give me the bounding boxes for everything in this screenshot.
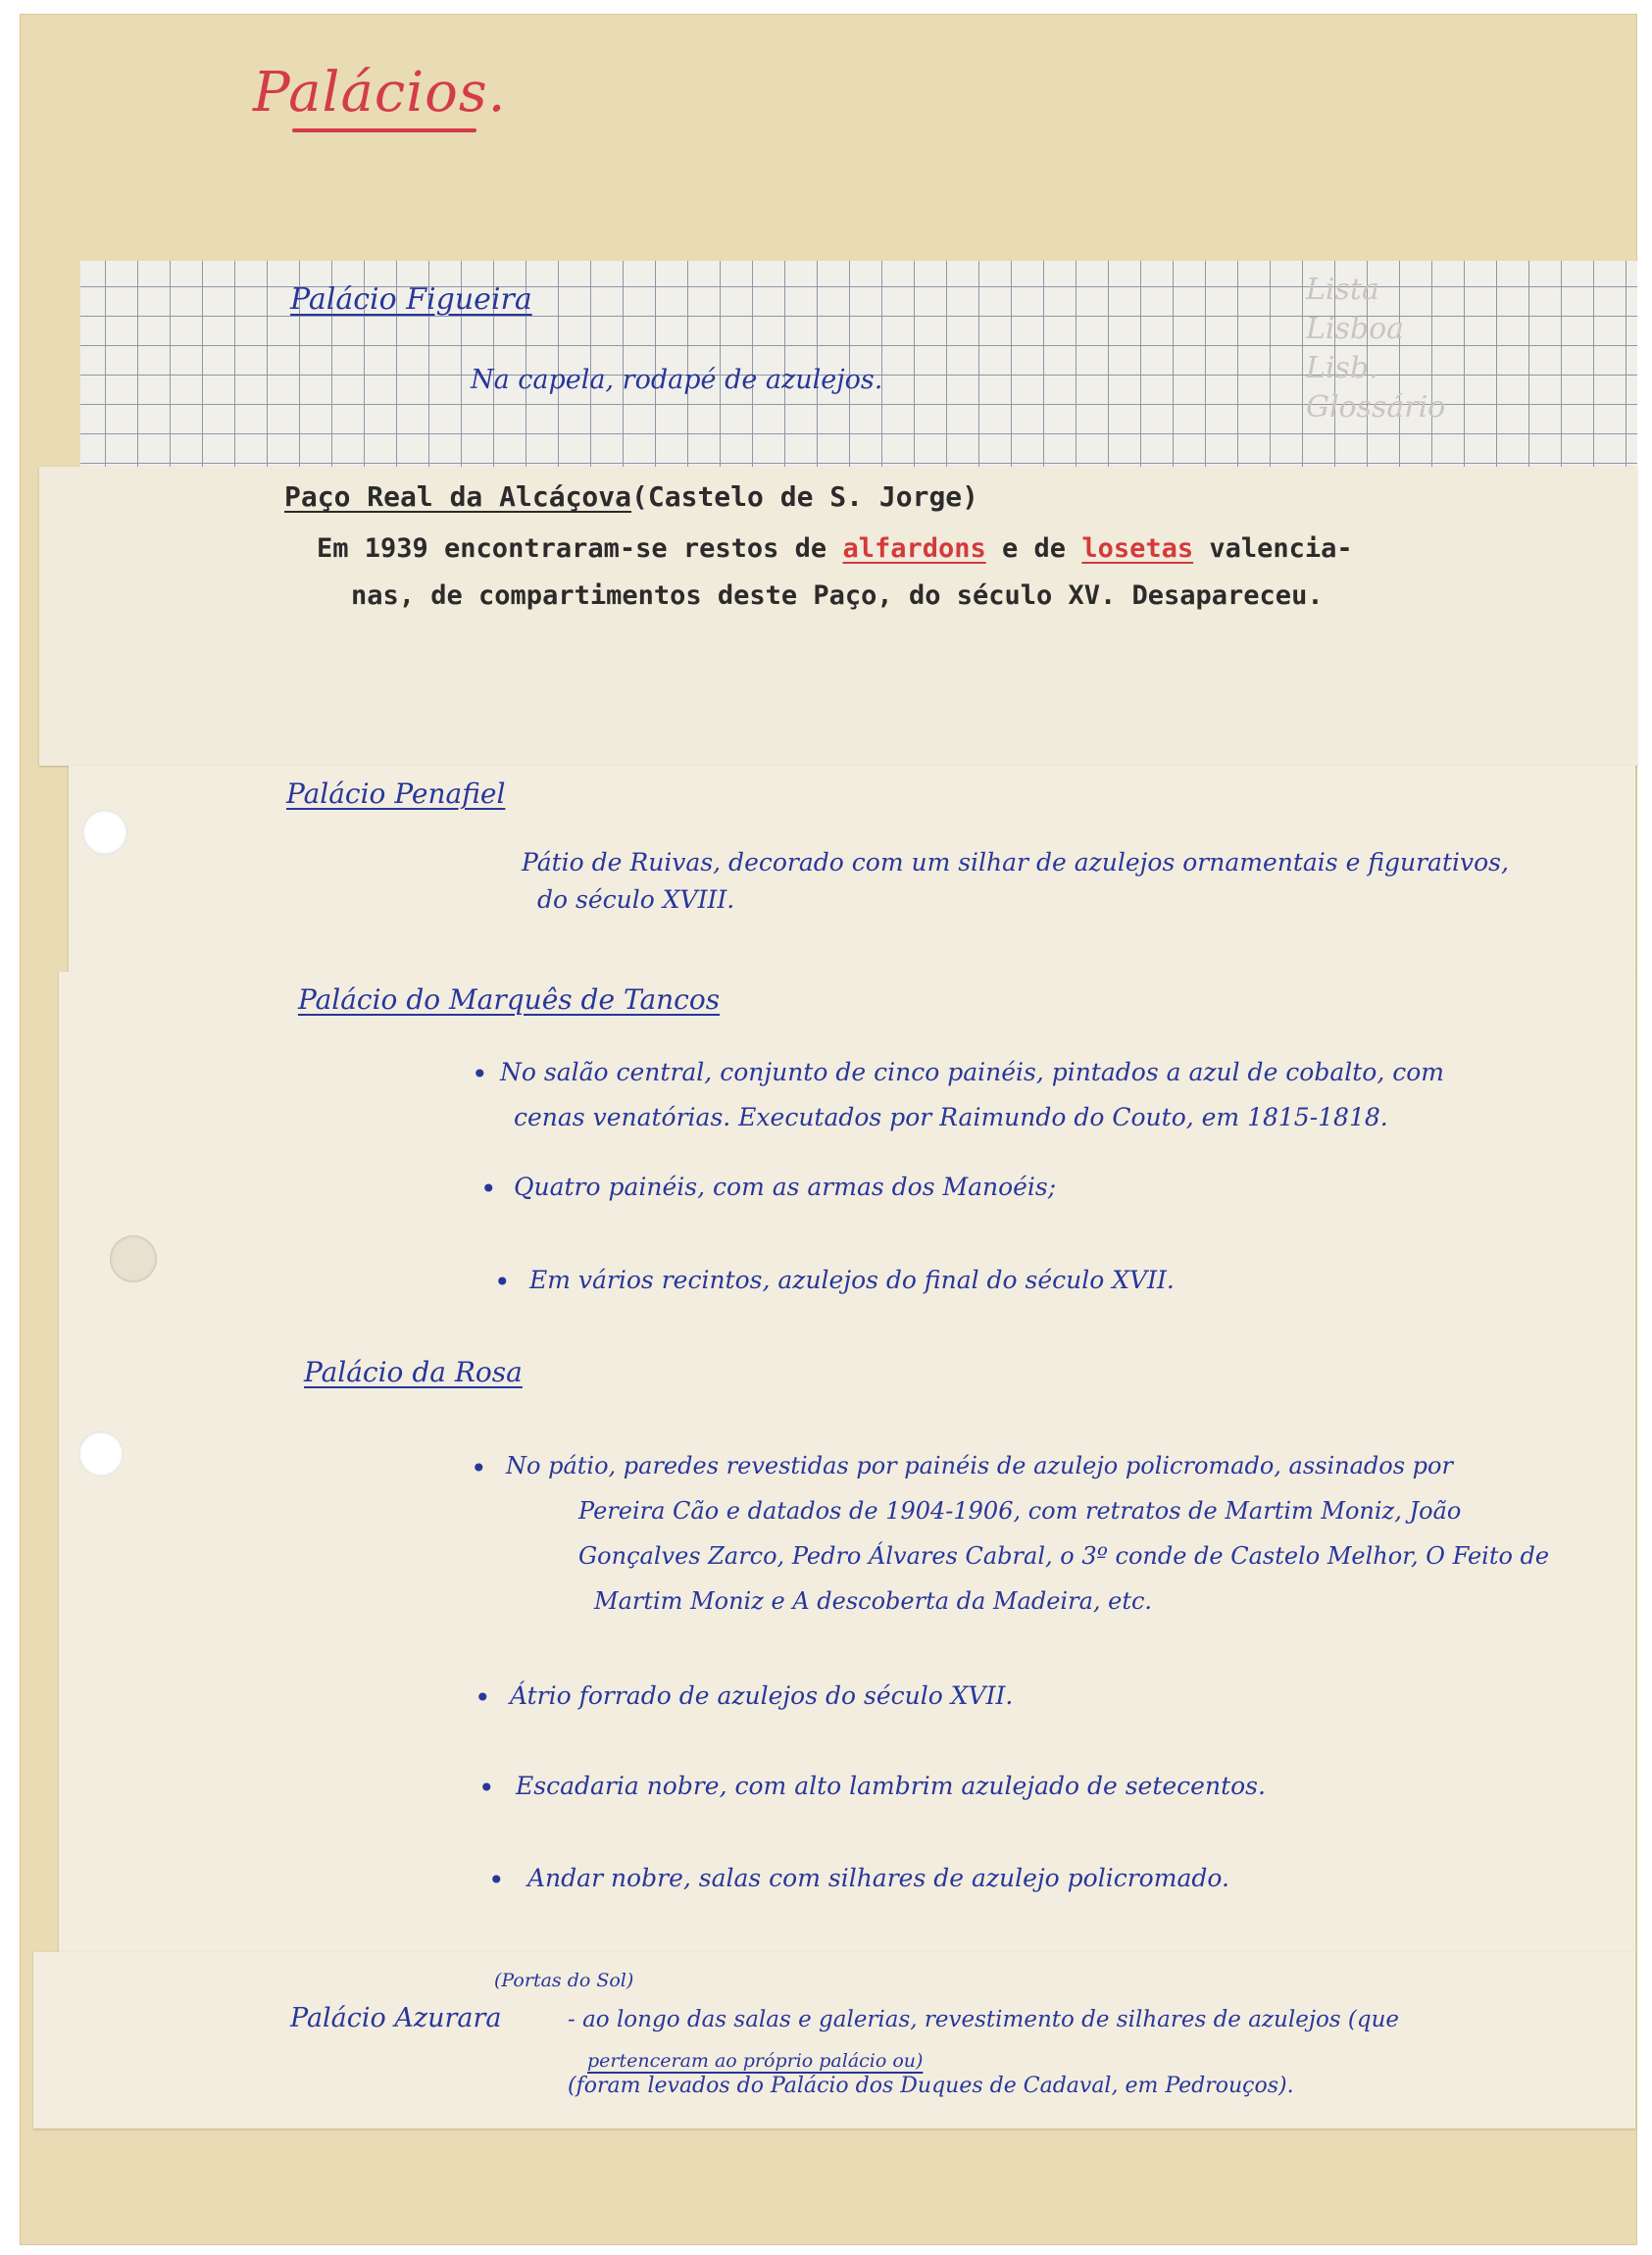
section-text: Na capela, rodapé de azulejos. [471,365,883,395]
list-item: Andar nobre, salas com silhares de azulejo policromado. [527,1864,1229,1892]
highlighted-word: alfardons [842,533,986,564]
list-item: Gonçalves Zarco, Pedro Álvares Cabral, o 3º conde de Castelo Melhor, O Feito de [578,1542,1550,1570]
text-fragment: e de [1002,533,1067,564]
annotation-above: (Portas do Sol) [494,1970,634,1991]
note-slip-paco-real [39,467,1637,766]
list-item: No pátio, paredes revestidas por painéis de azulejo policromado, assinados por [506,1452,1453,1479]
list-item: Átrio forrado de azulejos do século XVII. [510,1681,1014,1710]
section-text: Pátio de Ruivas, decorado com um silhar de azulejos ornamentais e figurativos, [522,848,1509,877]
list-item: cenas venatórias. Executados por Raimundo do Couto, em 1815-1818. [514,1103,1388,1131]
list-item: Em vários recintos, azulejos do final do século XVII. [529,1266,1175,1294]
bullet: • [472,1058,488,1090]
typed-line [317,533,1353,564]
bullet: • [471,1452,487,1484]
section-title: Palácio Figueira [290,282,532,317]
section-title: Palácio Azurara [290,2003,502,2033]
bullet: • [475,1681,491,1714]
page-title: Palácios. [253,61,507,125]
punch-hole [78,1431,124,1477]
section-text: (foram levados do Palácio dos Duques de Cadaval, em Pedrouços). [568,2074,1294,2098]
note-slip-figueira [80,261,1637,467]
list-item: Escadaria nobre, com alto lambrim azulejado de setecentos. [516,1772,1266,1800]
list-item: Quatro painéis, com as armas dos Manoéis; [514,1173,1057,1201]
list-item: Martim Moniz e A descoberta da Madeira, etc. [594,1587,1153,1615]
section-text: pertenceram ao próprio palácio ou) [587,2050,924,2072]
section-title [284,480,978,513]
list-item: Pereira Cão e datados de 1904-1906, com retratos de Martim Moniz, João [578,1497,1462,1525]
list-item: No salão central, conjunto de cinco painéis, pintados a azul de cobalto, com [500,1058,1445,1086]
bullet: • [488,1864,505,1896]
note-slip-azurara [33,1952,1635,2129]
title-suffix: (Castelo de S. Jorge) [631,480,979,513]
text-fragment: Em 1939 encontraram-se restos de [317,533,827,564]
section-text: - ao longo das salas e galerias, revestimento de silhares de azulejos (que [568,2007,1400,2032]
section-title: Palácio do Marquês de Tancos [298,983,721,1016]
faded-line: Lisb. [1306,351,1378,385]
section-title: Palácio da Rosa [304,1356,523,1388]
title-main: Paço Real da Alcáçova [284,480,632,513]
bullet: • [478,1772,495,1804]
punch-hole-mark [110,1235,157,1282]
note-slip-tancos-rosa [59,972,1635,1952]
faded-line: Lisboa [1306,312,1405,346]
highlighted-word: losetas [1081,533,1194,564]
section-title: Palácio Penafiel [286,777,506,810]
faded-line: Glossário [1306,390,1446,425]
section-text: do século XVIII. [537,885,735,914]
faded-text [1306,271,1445,427]
note-slip-penafiel [69,766,1635,972]
typed-line: nas, de compartimentos deste Paço, do século XV. Desapareceu. [351,580,1324,611]
faded-line: Lista [1306,273,1379,307]
punch-hole [82,810,127,855]
bullet: • [480,1173,497,1205]
text-fragment: valencia- [1209,533,1353,564]
bullet: • [494,1266,511,1298]
